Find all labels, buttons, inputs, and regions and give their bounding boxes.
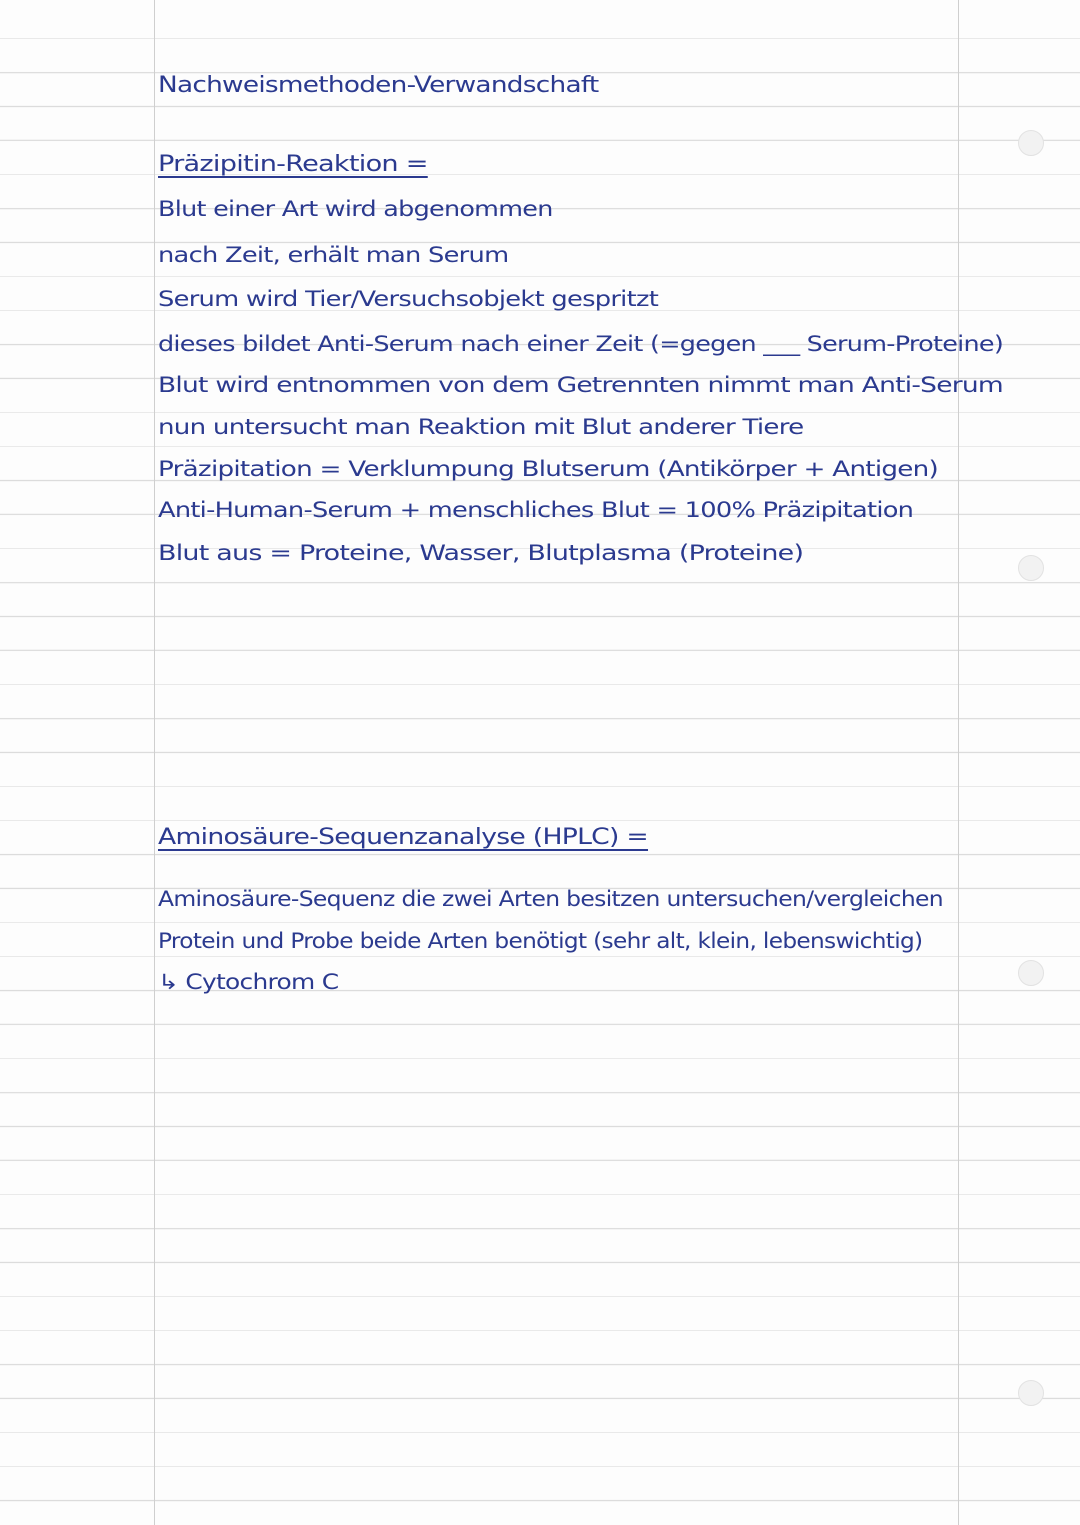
note-line: dieses bildet Anti-Serum nach einer Zeit (=gegen ___ Serum-Proteine) bbox=[158, 332, 1004, 356]
note-line: ↳ Cytochrom C bbox=[158, 970, 339, 994]
note-line: Serum wird Tier/Versuchsobjekt gespritzt bbox=[158, 287, 659, 311]
note-line: Präzipitation = Verklumpung Blutserum (Antikörper + Antigen) bbox=[158, 457, 938, 481]
section-heading-aminosaeure: Aminosäure-Sequenzanalyse (HPLC) = bbox=[158, 825, 649, 850]
section-heading-praezipitin: Präzipitin-Reaktion = bbox=[158, 152, 428, 177]
note-line: Blut wird entnommen von dem Getrennten nimmt man Anti-Serum bbox=[158, 373, 1003, 397]
page-title: Nachweismethoden-Verwandschaft bbox=[158, 73, 599, 98]
note-line: Anti-Human-Serum + menschliches Blut = 100% Präzipitation bbox=[158, 498, 914, 522]
note-line: Protein und Probe beide Arten benötigt (sehr alt, klein, lebenswichtig) bbox=[158, 929, 923, 953]
note-line: Blut aus = Proteine, Wasser, Blutplasma (Proteine) bbox=[158, 541, 804, 565]
note-line: Aminosäure-Sequenz die zwei Arten besitzen untersuchen/vergleichen bbox=[158, 887, 943, 911]
note-line: nach Zeit, erhält man Serum bbox=[158, 243, 509, 267]
note-line: Blut einer Art wird abgenommen bbox=[158, 197, 553, 221]
note-line: nun untersucht man Reaktion mit Blut anderer Tiere bbox=[158, 415, 804, 439]
